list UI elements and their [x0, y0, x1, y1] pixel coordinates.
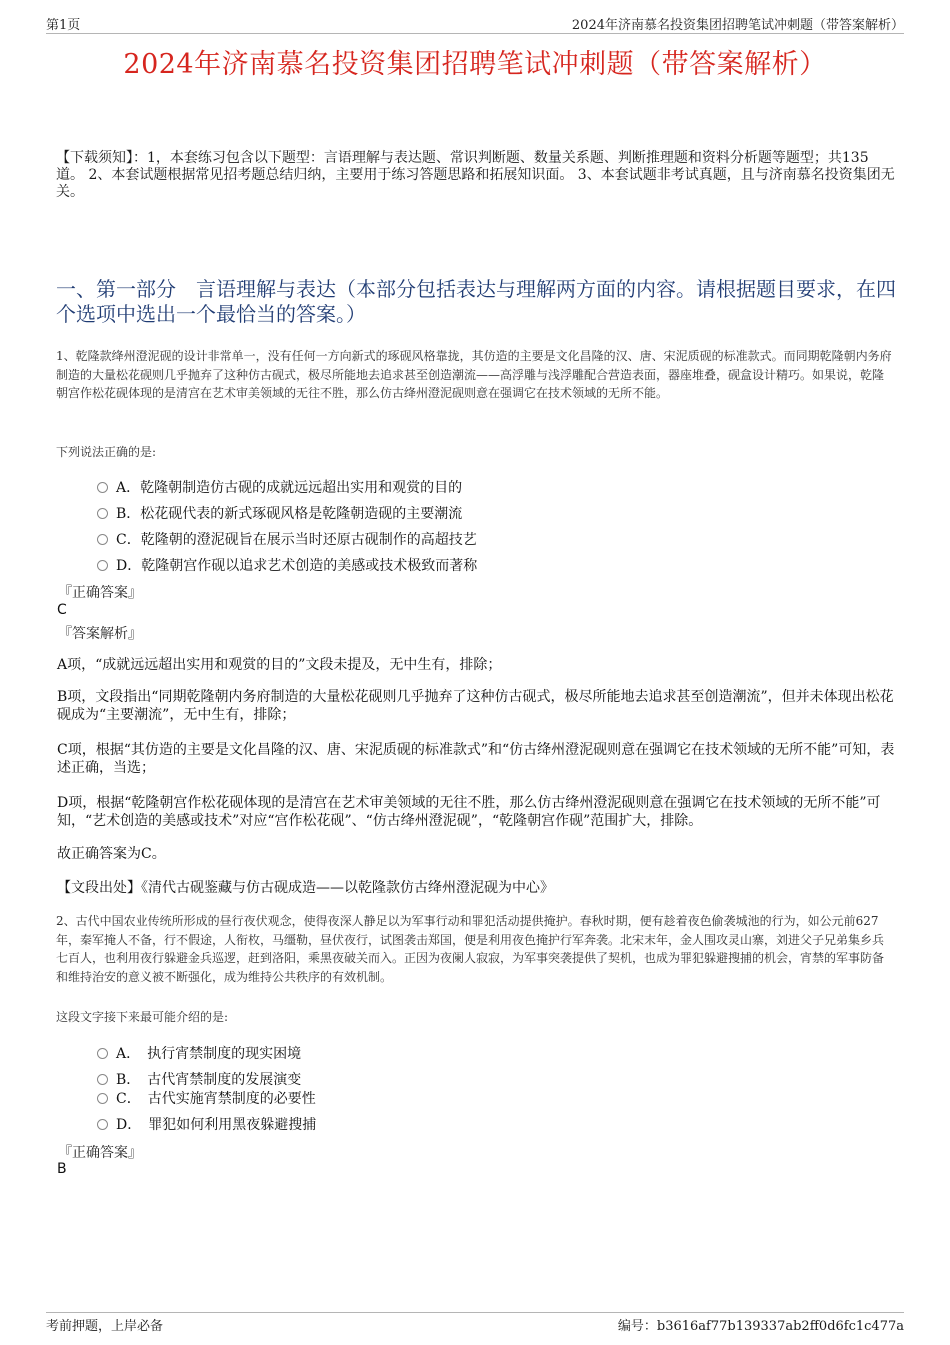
question-1-prompt: 下列说法正确的是:	[56, 445, 157, 459]
radio-icon[interactable]	[97, 1074, 108, 1085]
question-2-option-b[interactable]	[97, 1069, 301, 1089]
question-1-option-a[interactable]	[97, 477, 462, 497]
header-divider	[46, 33, 904, 34]
question-1-analysis-c: C项，根据“其仿造的主要是文化昌隆的汉、唐、宋泥质砚的标准款式”和“仿古绛州澄泥砚则意在强调它在技术领域的无所不能”可知，表述正确，当选；	[57, 742, 895, 776]
radio-icon[interactable]	[97, 482, 108, 493]
question-1-source: 【文段出处】《清代古砚鉴藏与仿古砚成造——以乾隆款仿古绛州澄泥砚为中心》	[57, 880, 554, 896]
option-label: A． 执行宵禁制度的现实困境	[116, 1046, 302, 1062]
question-1-option-d[interactable]	[97, 555, 477, 575]
footer-divider	[46, 1312, 904, 1313]
question-1-conclusion: 故正确答案为C。	[57, 846, 166, 862]
option-label: C． 古代实施宵禁制度的必要性	[116, 1091, 316, 1107]
footer-doc-id: 编号：b3616af77b139337ab2ff0d6fc1c477a	[617, 1319, 904, 1334]
option-label: A．乾隆朝制造仿古砚的成就远远超出实用和观赏的目的	[116, 480, 463, 496]
question-2-option-c[interactable]	[97, 1088, 316, 1108]
download-notice: 【下载须知】：1，本套练习包含以下题型：言语理解与表达题、常识判断题、数量关系题、判断推理题和资料分析题等题型；共135道。 2、本套试题根据常见招考题总结归纳，主要用于练习答题思路和拓展知识面。 3、本套试题非考试真题，且与济南慕名投资集团无关。	[56, 150, 895, 200]
question-1-answer-label: 『正确答案』	[58, 585, 142, 601]
page-header	[46, 14, 904, 34]
radio-icon[interactable]	[97, 1048, 108, 1059]
page-number: 第1页	[46, 18, 81, 33]
option-label: D．乾隆朝宫作砚以追求艺术创造的美感或技术极致而著称	[116, 558, 478, 574]
question-1-option-b[interactable]	[97, 503, 462, 523]
question-1-analysis-a: A项，“成就远远超出实用和观赏的目的”文段未提及，无中生有，排除；	[57, 657, 502, 673]
option-label: C．乾隆朝的澄泥砚旨在展示当时还原古砚制作的高超技艺	[116, 532, 477, 548]
option-label: B． 古代宵禁制度的发展演变	[116, 1072, 302, 1088]
header-doc-title: 2024年济南慕名投资集团招聘笔试冲刺题（带答案解析）	[571, 18, 904, 33]
question-2-stem: 2、古代中国农业传统所形成的昼行夜伏观念，使得夜深人静足以为军事行动和罪犯活动提供掩护。春秋时期，便有趁着夜色偷袭城池的行为，如公元前627年，秦军掩人不备，行不假途，人衔枚，马缰勒，昼伏夜行，试图袭击郑国，便是利用夜色掩护行军奔袭。北宋末年，金人围攻灵山寨，刘进父子兄弟集乡兵七百人，也利用夜行躲避金兵巡逻，赶到洛阳，乘黑夜破关而入。正因为夜阑人寂寂，为军事突袭提供了契机，也成为罪犯躲避搜捕的机会，宵禁的军事防备和维持治安的意义被不断强化，成为维持公共秩序的有效机制。	[56, 914, 885, 984]
radio-icon[interactable]	[97, 1119, 108, 1130]
section-heading: 一、第一部分 言语理解与表达（本部分包括表达与理解两方面的内容。请根据题目要求，在四个选项中选出一个最恰当的答案。）	[56, 277, 896, 326]
radio-icon[interactable]	[97, 560, 108, 571]
radio-icon[interactable]	[97, 1093, 108, 1104]
question-2-prompt: 这段文字接下来最可能介绍的是:	[56, 1010, 229, 1024]
footer-slogan: 考前押题，上岸必备	[46, 1319, 164, 1334]
document-title: 2024年济南慕名投资集团招聘笔试冲刺题（带答案解析）	[123, 49, 827, 80]
question-2-answer: B	[57, 1161, 67, 1177]
question-2-answer-label: 『正确答案』	[58, 1145, 142, 1161]
question-1-stem: 1、乾隆款绛州澄泥砚的设计非常单一，没有任何一方向新式的琢砚风格靠拢，其仿造的主要是文化昌隆的汉、唐、宋泥质砚的标准款式。而同期乾隆朝内务府制造的大量松花砚则几乎抛弃了这种仿古砚式，极尽所能地去追求甚至创造潮流——高浮雕与浅浮雕配合营造表面，器座堆叠，砚盒设计精巧。如果说，乾隆朝宫作松花砚体现的是清宫在艺术审美领域的无往不胜，那么仿古绛州澄泥砚则意在强调它在技术领域的无所不能。	[56, 349, 892, 400]
page-footer	[46, 1315, 904, 1333]
question-1-option-c[interactable]	[97, 529, 477, 549]
question-2-option-d[interactable]	[97, 1114, 316, 1134]
question-1-analysis-label: 『答案解析』	[58, 626, 142, 642]
question-2-option-a[interactable]	[97, 1043, 301, 1063]
question-1-analysis-d: D项，根据“乾隆朝宫作松花砚体现的是清宫在艺术审美领域的无往不胜，那么仿古绛州澄泥砚则意在强调它在技术领域的无所不能”可知，“艺术创造的美感或技术”对应“宫作松花砚”、“仿古绛州澄泥砚”，“乾隆朝宫作砚”范围扩大，排除。	[57, 795, 881, 829]
radio-icon[interactable]	[97, 508, 108, 519]
question-1-answer: C	[57, 602, 67, 618]
option-label: D． 罪犯如何利用黑夜躲避搜捕	[116, 1117, 317, 1133]
question-1-analysis-b: B项，文段指出“同期乾隆朝内务府制造的大量松花砚则几乎抛弃了这种仿古砚式，极尽所能地去追求甚至创造潮流”，但并未体现出松花砚成为“主要潮流”，无中生有，排除；	[57, 689, 894, 723]
radio-icon[interactable]	[97, 534, 108, 545]
option-label: B．松花砚代表的新式琢砚风格是乾隆朝造砚的主要潮流	[116, 506, 463, 522]
